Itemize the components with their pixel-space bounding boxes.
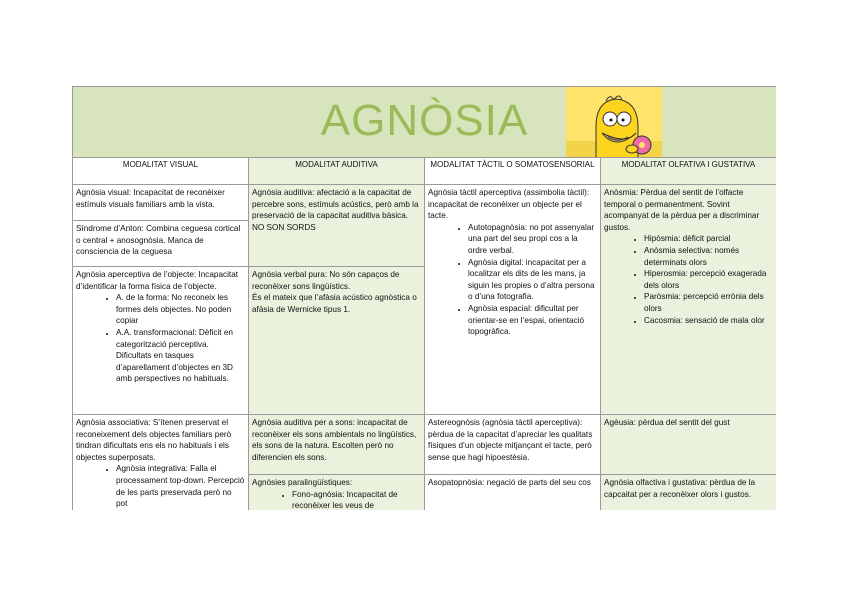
list-item: • Hipòsmia: dèficit parcial bbox=[644, 233, 773, 245]
visual-aperceptiva-text: Agnòsia aperceptiva de l’objecte: Incapacitat d’identificar la forma física de l’objecte. bbox=[76, 270, 239, 291]
list-item: • Agnòsia integrativa: Falla el processament top-down. Percepció de les parts preservada però no pot bbox=[116, 463, 245, 509]
header-row bbox=[73, 158, 777, 185]
visual-aperceptiva-list bbox=[76, 292, 245, 385]
header-auditiva: MODALITAT AUDITIVA bbox=[249, 158, 425, 185]
visual-associativa-text: Agnòsia associativa: S’ítenen preservat el reconeixement dels objectes familiars però tindran dificultats ens els no habituals i els objectes superposats. bbox=[76, 418, 232, 462]
visual-cell-3 bbox=[73, 415, 249, 511]
visual-agnosia-text: Agnòsia visual: Incapacitat de reconèixer estímuls visuals familiars amb la vista. bbox=[73, 185, 248, 221]
list-item: • Hiperosmia: percepció exagerada dels olors bbox=[644, 268, 773, 291]
agnosia-table-sheet bbox=[72, 86, 776, 510]
tactil-cell-2: Astereognòsis (agnòsia tàctil aperceptiva): pèrdua de la capacitat d’apreciar les qualitats físiques d’un objecte mitjançant el tacte, però sense que hagi hipoestèsia. bbox=[425, 415, 601, 475]
auditiva-paralinguistiques-list bbox=[252, 489, 421, 510]
header-olfativa: MODALITAT OLFATIVA I GUSTATIVA bbox=[601, 158, 777, 185]
olfativa-anosmia-text: Anòsmia: Pèrdua del sentit de l’olfacte temporal o permanentment. Sovint acompanyat de la pèrdua per a discriminar gustos. bbox=[604, 188, 760, 232]
page-title: AGNÒSIA bbox=[320, 96, 529, 145]
visual-anton-text: Síndrome d’Anton: Combina ceguesa cortical o central + anosognòsia. Manca de consciencia de la ceguesa bbox=[76, 224, 241, 257]
olfativa-cell-2: Agèusia: pèrdua del sentit del gust bbox=[601, 415, 777, 475]
auditiva-cell-3: Agnòsia auditiva per a sons: incapacitat de reconèixer els sons ambientals no lingüístics, els sons de la natura. Escolten però no diferencien els sons. bbox=[249, 415, 425, 475]
olfativa-cell-3: Agnòsia olfactiva i gustativa: pèrdua de la capcaitat per a reconèixer olors i gustos. bbox=[601, 475, 777, 511]
auditiva-verbal-pura-text: Agnòsia verbal pura: No són capaços de reconèixer sons lingüístics. bbox=[252, 270, 400, 291]
auditiva-verbal-pura-note: És el mateix que l’afàsia acústico agnòstica o afàsia de Wernicke tipus 1. bbox=[252, 293, 417, 314]
tactil-list bbox=[428, 222, 597, 338]
content-row-3 bbox=[73, 415, 777, 475]
list-item: • Anòsmia selectiva: només determinats olors bbox=[644, 245, 773, 268]
visual-associativa-list bbox=[76, 463, 245, 509]
olfativa-cell-1 bbox=[601, 185, 777, 415]
title-cell bbox=[73, 87, 777, 158]
list-item: • A.A. transformacional: Dèficit en categorització perceptiva. Dificultats en tasques d’aparellament d’objectes en 3D amb perspectives no habituals. bbox=[116, 327, 245, 385]
list-item: • Autotopagnòsia: no pot assenyalar una part del seu propi cos a la ordre verbal. bbox=[468, 222, 597, 257]
list-item: • Agnòsia digital: incapacitat per a localitzar els dits de les mans, ja siguin les propies o d’altra persona o d’una fotografia. bbox=[468, 257, 597, 303]
auditiva-cell-1: Agnòsia auditiva: afectació a la capacitat de percebre sons, estímuls acústics, però amb la preservació de la capacitat auditiva bàsica. NO SON SORDS bbox=[249, 185, 425, 267]
visual-cell-2 bbox=[73, 267, 249, 415]
list-item: • A. de la forma: No reconeix les formes dels objectes. No poden copiar bbox=[116, 292, 245, 327]
agnosia-table bbox=[72, 86, 776, 510]
header-visual: MODALITAT VISUAL bbox=[73, 158, 249, 185]
title-row bbox=[73, 87, 777, 158]
auditiva-cell-4 bbox=[249, 475, 425, 511]
homer-simpson-image bbox=[566, 87, 662, 158]
content-row-1 bbox=[73, 185, 777, 267]
auditiva-cell-2 bbox=[249, 267, 425, 415]
tactil-cell-3: Asopatopnòsia: negació de parts del seu cos bbox=[425, 475, 601, 511]
list-item: • Agnòsia espacial: dificultat per orientar-se en l’espai, orientació topogràfica. bbox=[468, 303, 597, 338]
tactil-cell-1 bbox=[425, 185, 601, 415]
olfativa-list bbox=[604, 233, 773, 326]
visual-cell-1 bbox=[73, 185, 249, 267]
list-item: • Paròsmia: percepció errònia dels olors bbox=[644, 291, 773, 314]
auditiva-paralinguistiques-text: Agnòsies paralingüístiques: bbox=[252, 478, 353, 487]
list-item: • Cacosmia: sensació de mala olor bbox=[644, 315, 773, 327]
list-item: • Fono-agnòsia: Incapacitat de reconèixer les veus de bbox=[292, 489, 421, 510]
tactil-aperceptiva-text: Agnòsia tàctil aperceptiva (assimbolia tàctil): incapacitat de reconèixer un objecte per el tacte. bbox=[428, 188, 590, 221]
header-tactil: MODALITAT TÀCTIL O SOMATOSENSORIAL bbox=[425, 158, 601, 185]
